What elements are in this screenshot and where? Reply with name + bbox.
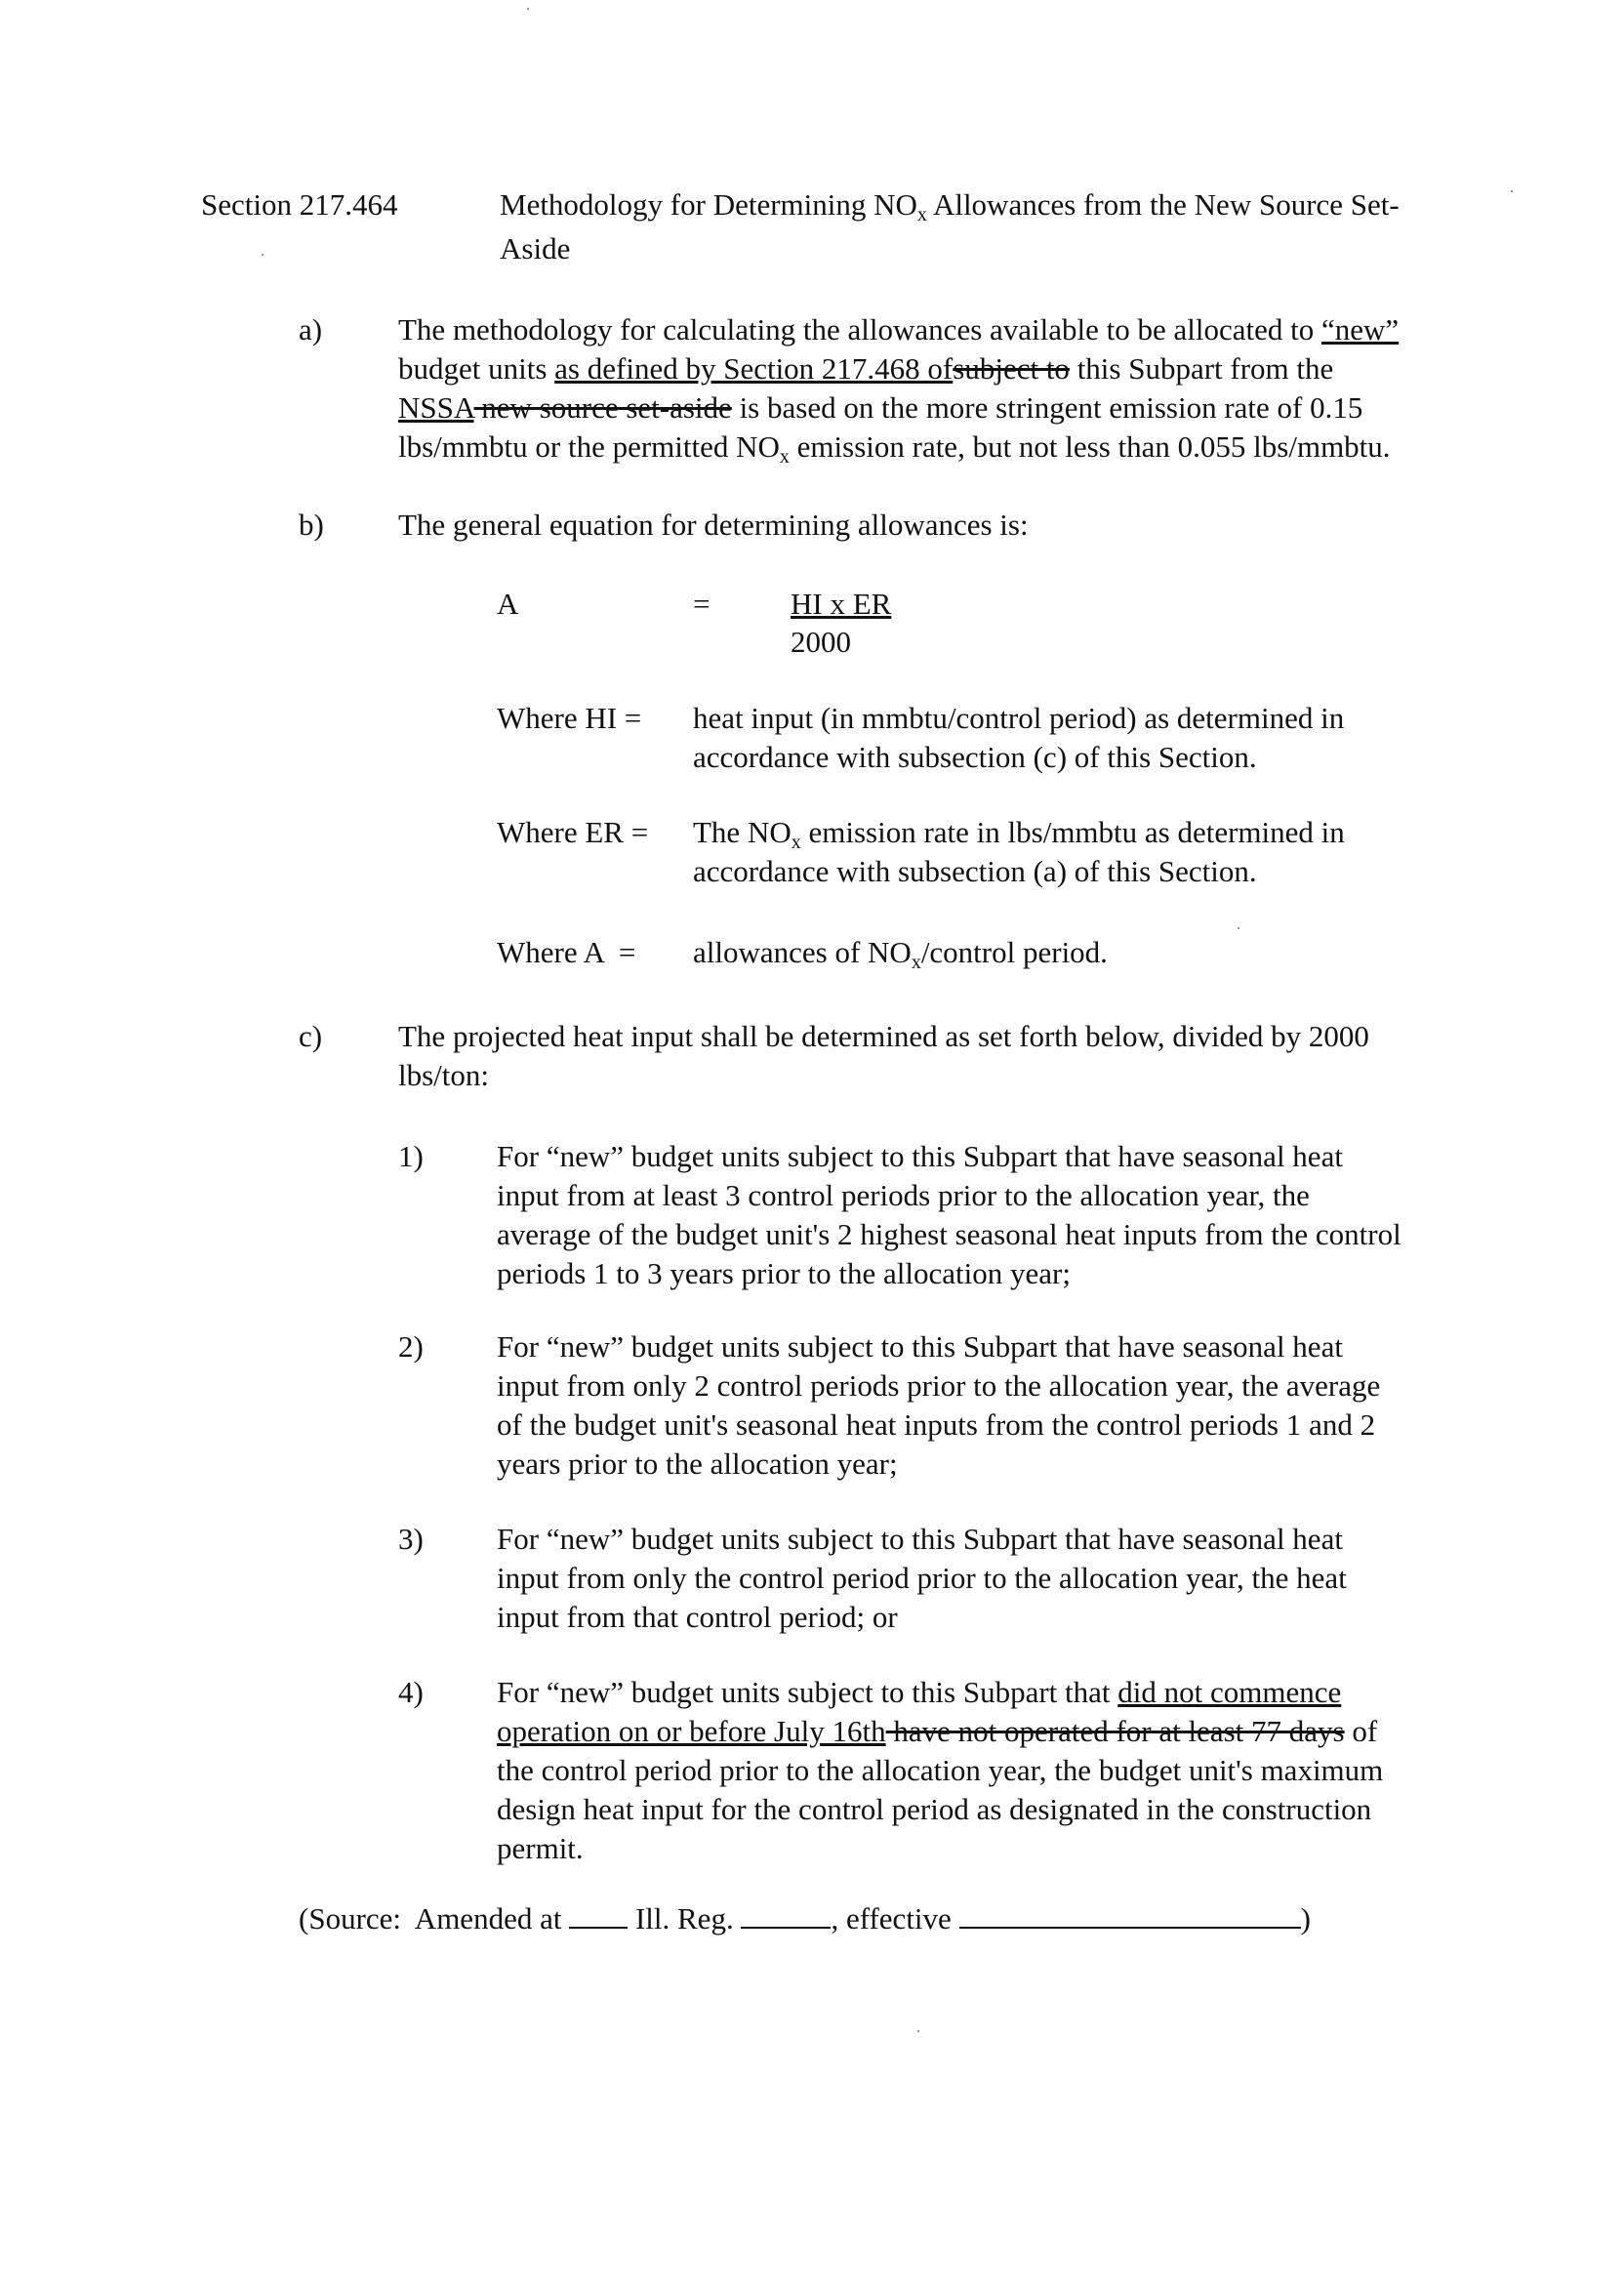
definition-hi-label: Where HI = xyxy=(497,701,642,735)
para-c-text: The projected heat input shall be determined as set forth below, divided by 2000 lbs/ton: xyxy=(398,1019,1369,1092)
para-a-label: a) xyxy=(299,312,323,346)
equation-equals: = xyxy=(693,587,710,621)
definition-a-text: allowances of $NO_x$/control period. xyxy=(693,935,1108,973)
para-b-label: b) xyxy=(299,508,324,542)
item-4-label: 4) xyxy=(398,1675,424,1709)
item-2-label: 2) xyxy=(398,1329,424,1364)
item-1-text: For “new” budget units subject to this Subpart that have seasonal heat input from at least 3 control periods prior to the allocation year, the average of the budget unit's 2 highest seasonal heat inputs from the control periods 1 to 3 years prior to the allocation year; xyxy=(497,1139,1401,1290)
scan-speck xyxy=(527,8,529,10)
definition-a-label: Where A = xyxy=(497,935,636,969)
register-volume-blank xyxy=(569,1901,628,1929)
equation-lhs: A xyxy=(497,587,519,621)
deleted-text: new source set-aside xyxy=(473,390,732,425)
item-3-text: For “new” budget units subject to this Subpart that have seasonal heat input from only the control period prior to the allocation year, the heat input from that control period; or xyxy=(497,1522,1347,1634)
equation-numerator: HI x ER xyxy=(791,587,892,621)
para-c-label: c) xyxy=(299,1019,323,1053)
section-number: Section 217.464 xyxy=(201,187,398,222)
para-b-text: The general equation for determining allowances is: xyxy=(398,508,1029,542)
inserted-text: did not commence xyxy=(1117,1675,1342,1709)
scan-speck xyxy=(1511,190,1513,192)
scan-speck xyxy=(917,2030,919,2032)
deleted-text: subject to xyxy=(953,351,1070,386)
item-2-text: For “new” budget units subject to this Subpart that have seasonal heat input from only 2 control periods prior to the allocation year, the average of the budget unit's seasonal heat inputs from the control periods 1 and 2 years prior to the allocation year; xyxy=(497,1329,1381,1481)
item-4-text: For “new” budget units subject to this Subpart that did not commence operation on or before July 16th have not operated for at least 77 days of the control period prior to the allocation year, the budget unit's maximum design heat input for the control period as designated in the construction permit. xyxy=(497,1675,1384,1865)
definition-er-label: Where ER = xyxy=(497,815,649,849)
section-title-line2: Aside xyxy=(500,231,571,265)
section-title: Methodology for Determining $NO_x$ Allowances from the New Source Set- xyxy=(500,187,1400,225)
definition-hi-text: heat input (in mmbtu/control period) as determined in accordance with subsection (c) of this Section. xyxy=(693,701,1345,774)
scan-speck xyxy=(1238,927,1239,929)
inserted-text: operation on or before July 16th xyxy=(497,1714,886,1748)
definition-er-text: The $NO_x$ emission rate in lbs/mmbtu as determined in accordance with subsection (a) of this Section. xyxy=(693,815,1345,888)
effective-date-blank xyxy=(959,1901,1301,1929)
source-note: (Source: Amended at Ill. Reg. , effective ) xyxy=(299,1901,1311,1936)
inserted-text: “new” xyxy=(1321,312,1400,346)
equation-denominator: 2000 xyxy=(791,625,851,659)
register-page-blank xyxy=(741,1901,831,1929)
para-a-text: The methodology for calculating the allowances available to be allocated to “new” budget units as defined by Section 217.468 ofsubject to this Subpart from the NSSA new source set-aside is based on the more stringent emission rate of 0.15 lbs/mmbtu or the permitted $NO_x$ emission rate, but not less than 0.055 lbs/mmbtu. xyxy=(398,312,1400,468)
inserted-text: NSSA xyxy=(398,390,474,425)
item-3-label: 3) xyxy=(398,1522,424,1556)
scan-speck xyxy=(262,254,264,256)
inserted-text: as defined by Section 217.468 of xyxy=(554,351,954,386)
deleted-text: have not operated for at least 77 days xyxy=(885,1714,1345,1748)
item-1-label: 1) xyxy=(398,1139,424,1173)
